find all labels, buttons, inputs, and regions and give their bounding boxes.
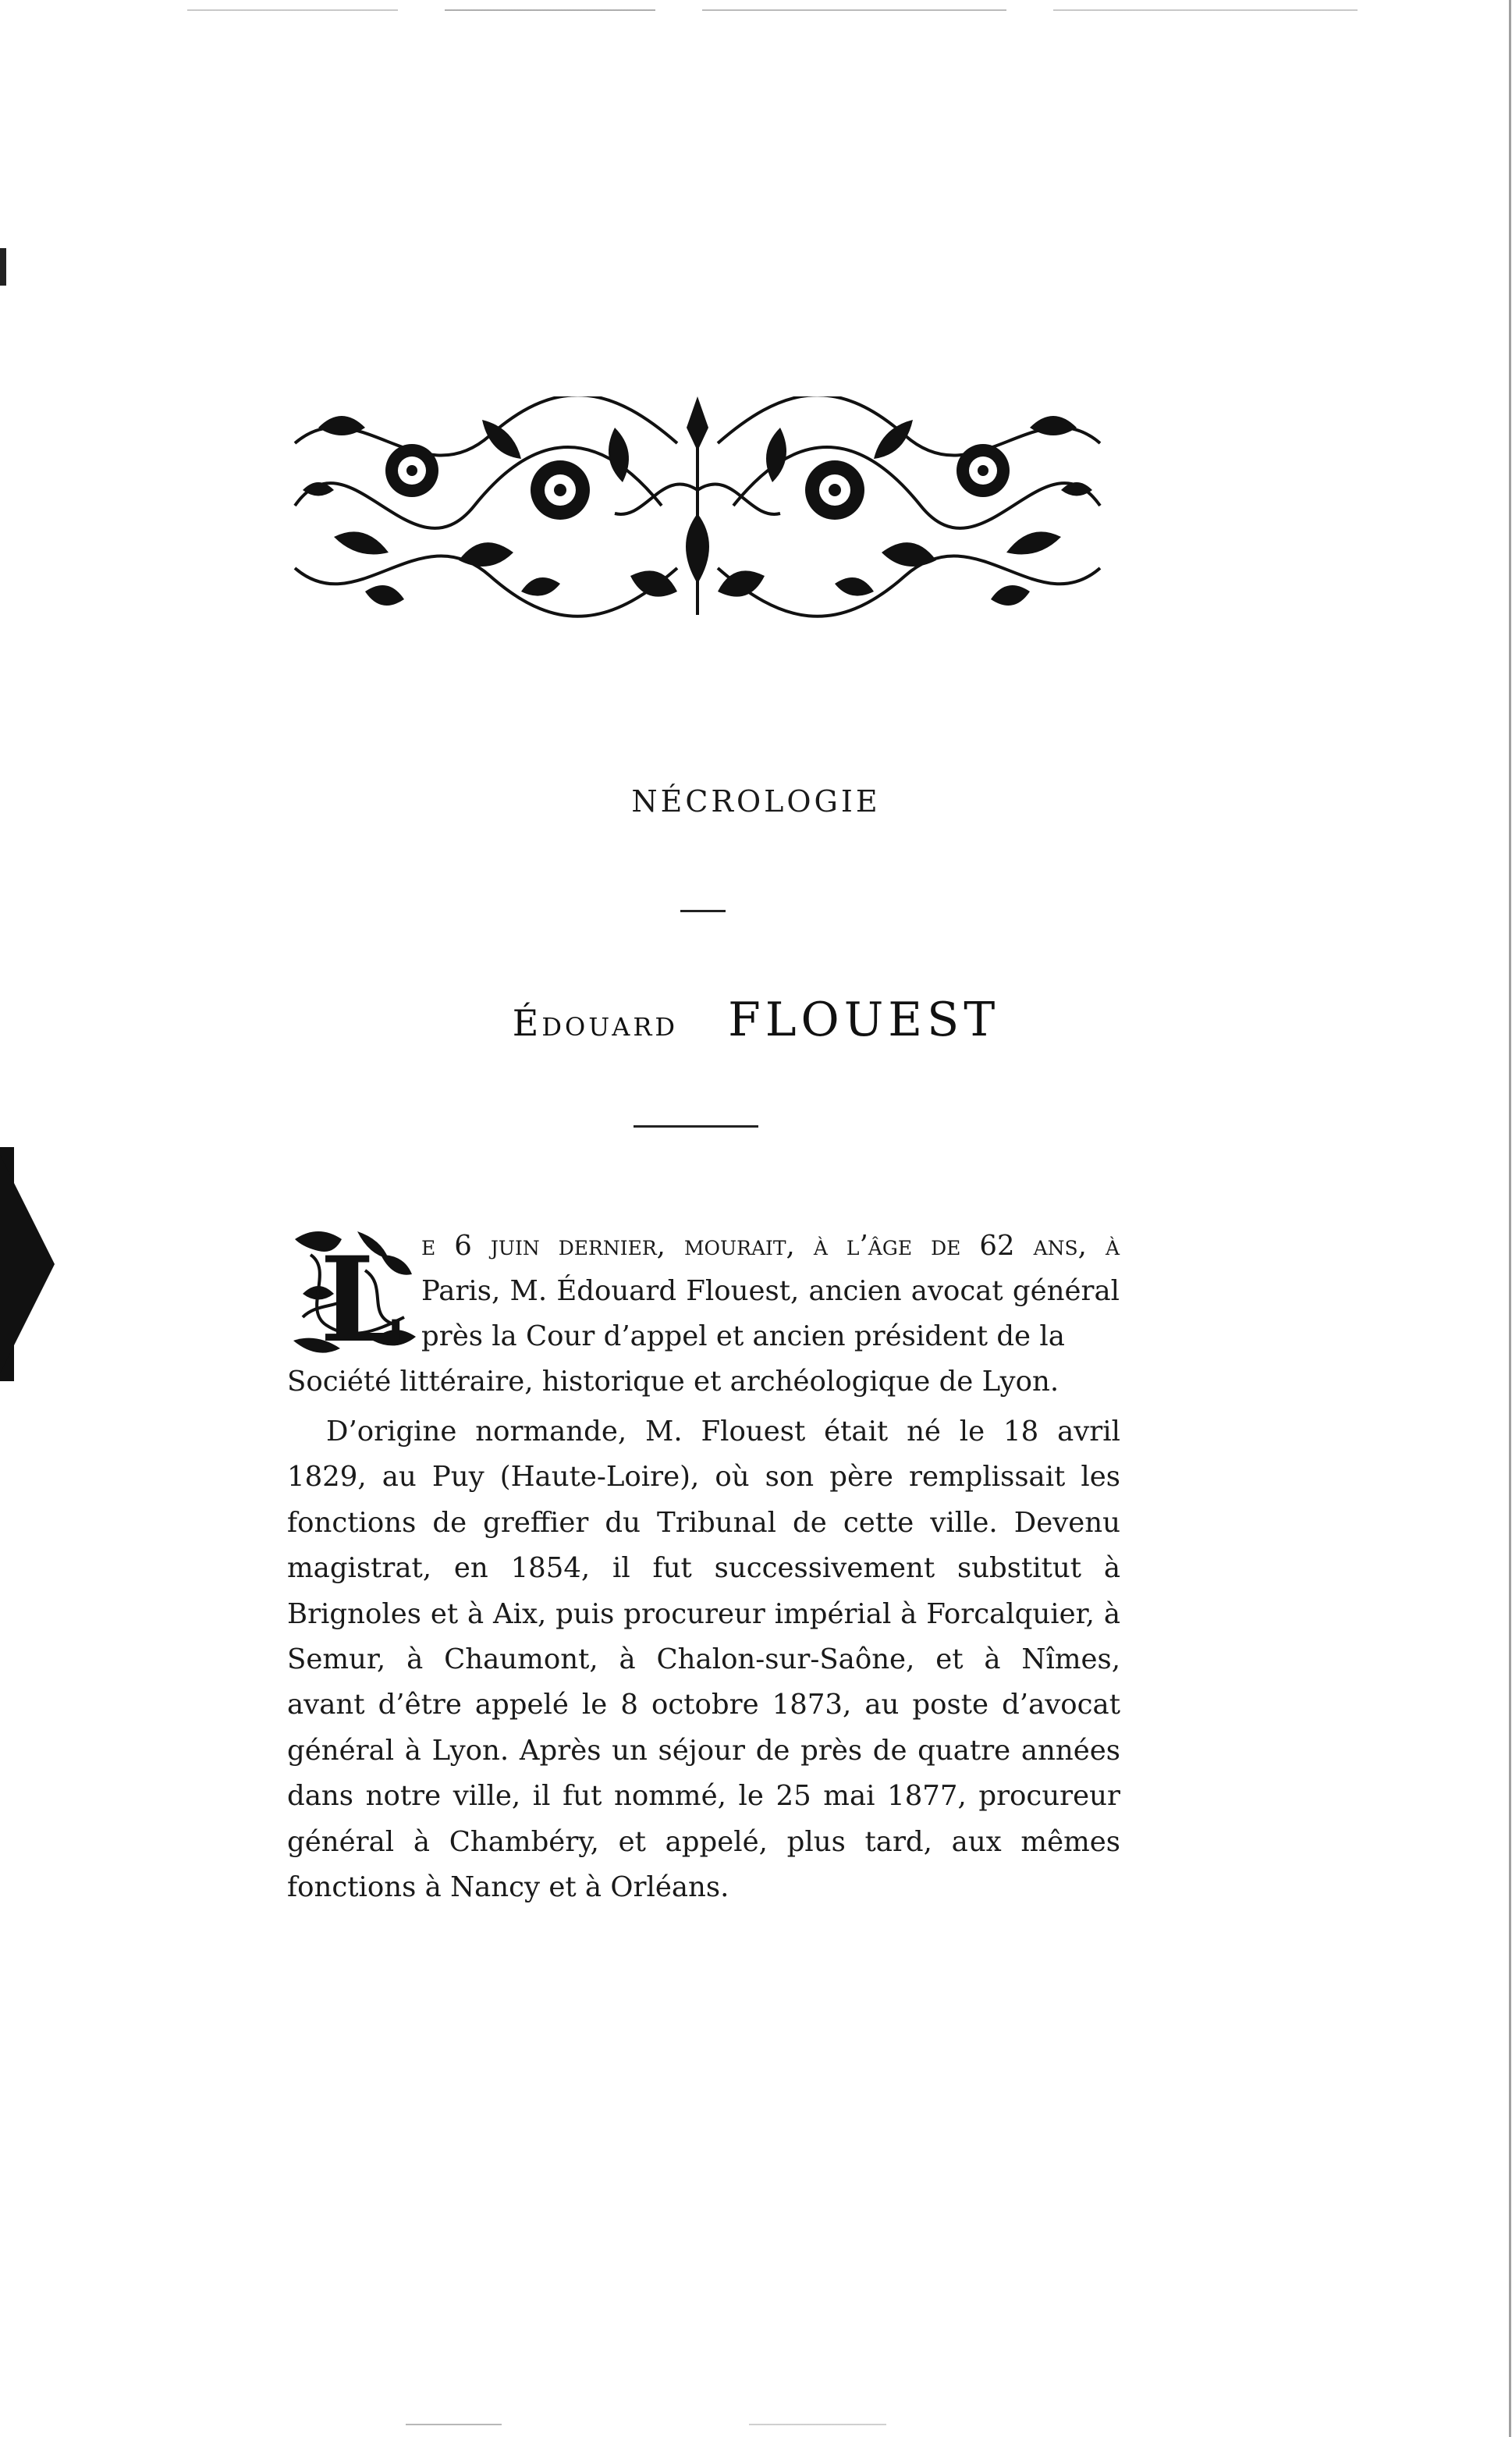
paragraph-2: D’origine normande, M. Flouest était né le 18 avril 1829, au Puy (Haute-Loire), où son père remplissait les fonctions de greffier du Tribunal de cette ville. Devenu magistrat, en 1854, il fut successivement substitut à Brignoles et à Aix, puis procureur impérial à Forcalquier, à Semur, à Chaumont, à Chalon-sur-Saône, et à Nîmes, avant d’être appelé le 8 octobre 1873, au poste d’avocat général à Lyon. Après un séjour de près de quatre années dans notre ville, il fut nommé, le 25 mai 1877, procureur général à Chambéry, et appelé, plus tard, aux mêmes fonctions à Nancy et à Orléans. (287, 1416, 1120, 1904)
decorated-initial-L (287, 1224, 420, 1364)
scan-edge-bottom (62, 2424, 1436, 2425)
floral-headpiece-ornament (287, 396, 1108, 624)
article-title (0, 993, 1512, 1047)
title-dash (680, 910, 726, 912)
scan-mark-left-small (0, 248, 6, 286)
scan-mark-left-triangle (0, 1155, 55, 1373)
scan-edge-right (1509, 0, 1511, 2437)
paragraph-1-indented-lines: Paris, M. Édouard Flouest, ancien avocat général près la Cour d’appel et ancien président de la (421, 1275, 1120, 1352)
scan-edge-top (187, 9, 1358, 11)
drop-cap-letter: L (320, 1231, 403, 1364)
title-rule (634, 1125, 758, 1128)
paragraph-1-last-line: Société littéraire, historique et archéologique de Lyon. (287, 1366, 1059, 1398)
title-first-name: Édouard (512, 1002, 679, 1044)
title-last-name: FLOUEST (728, 993, 1000, 1047)
section-title: NÉCROLOGIE (631, 784, 881, 819)
paragraph-1-first-line: e 6 juin dernier, mourait, à l’âge de 62 ans, à (421, 1230, 1120, 1262)
